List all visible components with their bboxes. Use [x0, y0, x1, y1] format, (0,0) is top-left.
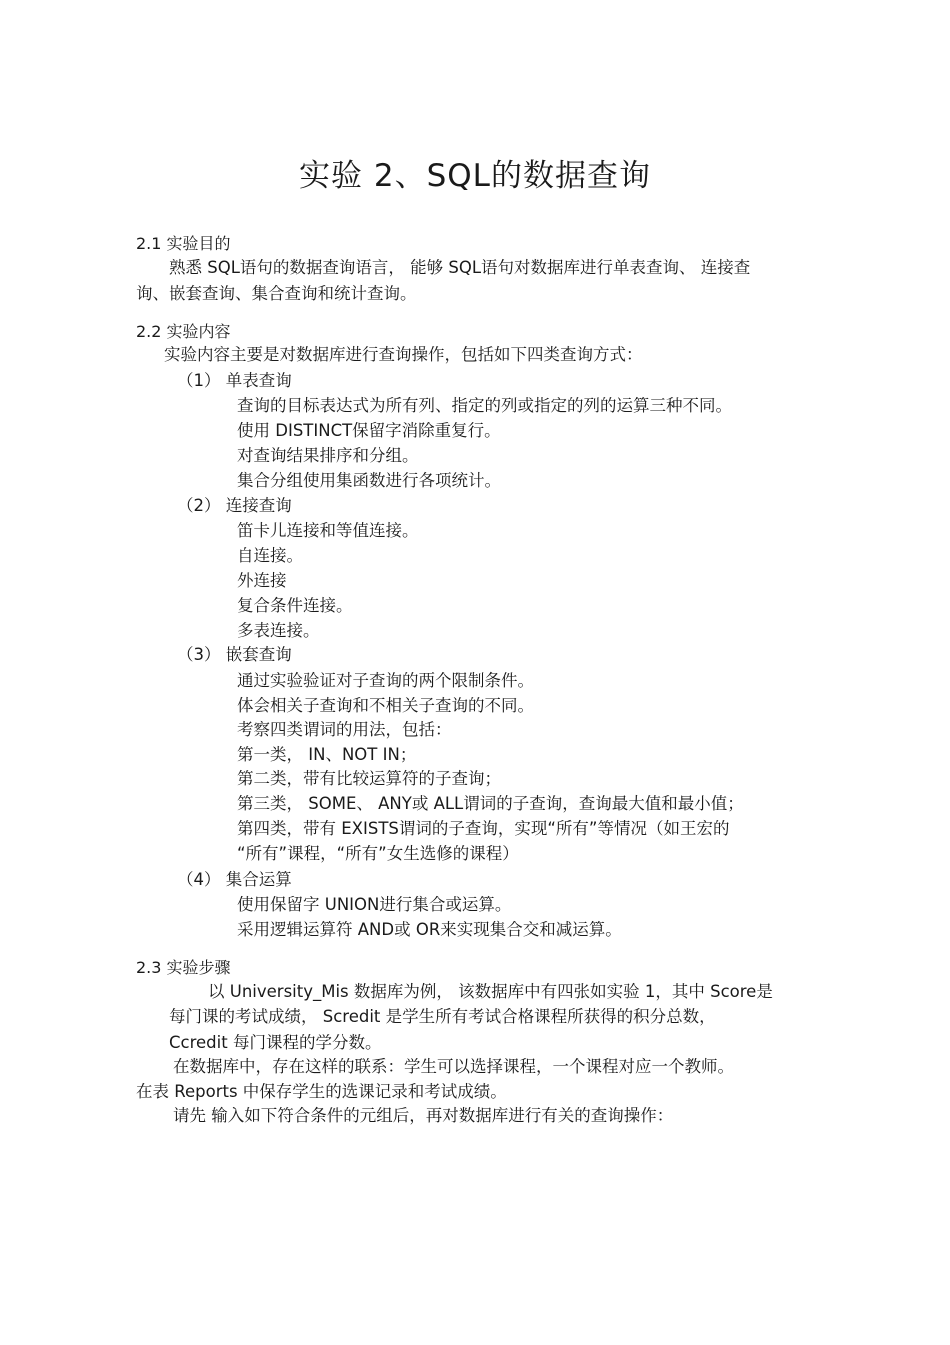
purpose-line: 询、嵌套查询、集合查询和统计查询。 — [136, 284, 417, 303]
section-heading-purpose: 2.1 实验目的 — [136, 234, 231, 253]
section-heading-steps: 2.3 实验步骤 — [136, 958, 231, 977]
list-item: 外连接 — [237, 571, 287, 590]
list-item: 多表连接。 — [237, 621, 320, 640]
steps-line: 以 University_Mis 数据库为例， 该数据库中有四张如实验 1，其中 Score是 — [208, 982, 773, 1001]
list-item: 第一类， IN、NOT IN； — [237, 745, 417, 764]
group-label: （4） 集合运算 — [177, 870, 292, 889]
steps-line: 在数据库中，存在这样的联系：学生可以选择课程，一个课程对应一个教师。 — [173, 1057, 734, 1076]
steps-line: 在表 Reports 中保存学生的选课记录和考试成绩。 — [136, 1082, 507, 1101]
document-title: 实验 2、SQL的数据查询 — [299, 158, 651, 194]
list-item: 对查询结果排序和分组。 — [237, 446, 419, 465]
list-item: 使用 DISTINCT保留字消除重复行。 — [237, 421, 501, 440]
group-label: （2） 连接查询 — [177, 496, 292, 515]
list-item: 考察四类谓词的用法，包括： — [237, 720, 452, 739]
list-item: 复合条件连接。 — [237, 596, 353, 615]
list-item: 查询的目标表达式为所有列、指定的列或指定的列的运算三种不同。 — [237, 396, 732, 415]
steps-line: Ccredit 每门课程的学分数。 — [169, 1033, 382, 1052]
list-item: 集合分组使用集函数进行各项统计。 — [237, 471, 501, 490]
group-label: （3） 嵌套查询 — [177, 645, 292, 664]
list-item: 自连接。 — [237, 546, 303, 565]
list-item: 体会相关子查询和不相关子查询的不同。 — [237, 696, 534, 715]
list-item: 第四类，带有 EXISTS谓词的子查询，实现“所有”等情况（如王宏的 — [237, 819, 730, 838]
list-item: 笛卡儿连接和等值连接。 — [237, 521, 419, 540]
section-heading-content: 2.2 实验内容 — [136, 322, 231, 341]
list-item: 采用逻辑运算符 AND或 OR来实现集合交和减运算。 — [237, 920, 622, 939]
group-label: （1） 单表查询 — [177, 371, 292, 390]
steps-line: 每门课的考试成绩， Scredit 是学生所有考试合格课程所获得的积分总数， — [169, 1007, 716, 1026]
list-item: 第三类， SOME、 ANY或 ALL谓词的子查询，查询最大值和最小值； — [237, 794, 744, 813]
list-item: 通过实验验证对子查询的两个限制条件。 — [237, 671, 534, 690]
list-item: 第二类，带有比较运算符的子查询； — [237, 769, 501, 788]
content-intro: 实验内容主要是对数据库进行查询操作，包括如下四类查询方式： — [164, 345, 643, 364]
list-item: “所有”课程，“所有”女生选修的课程） — [237, 844, 519, 863]
list-item: 使用保留字 UNION进行集合或运算。 — [237, 895, 512, 914]
purpose-line: 熟悉 SQL语句的数据查询语言， 能够 SQL语句对数据库进行单表查询、 连接查 — [169, 258, 751, 277]
steps-line: 请先 输入如下符合条件的元组后，再对数据库进行有关的查询操作： — [173, 1106, 674, 1125]
